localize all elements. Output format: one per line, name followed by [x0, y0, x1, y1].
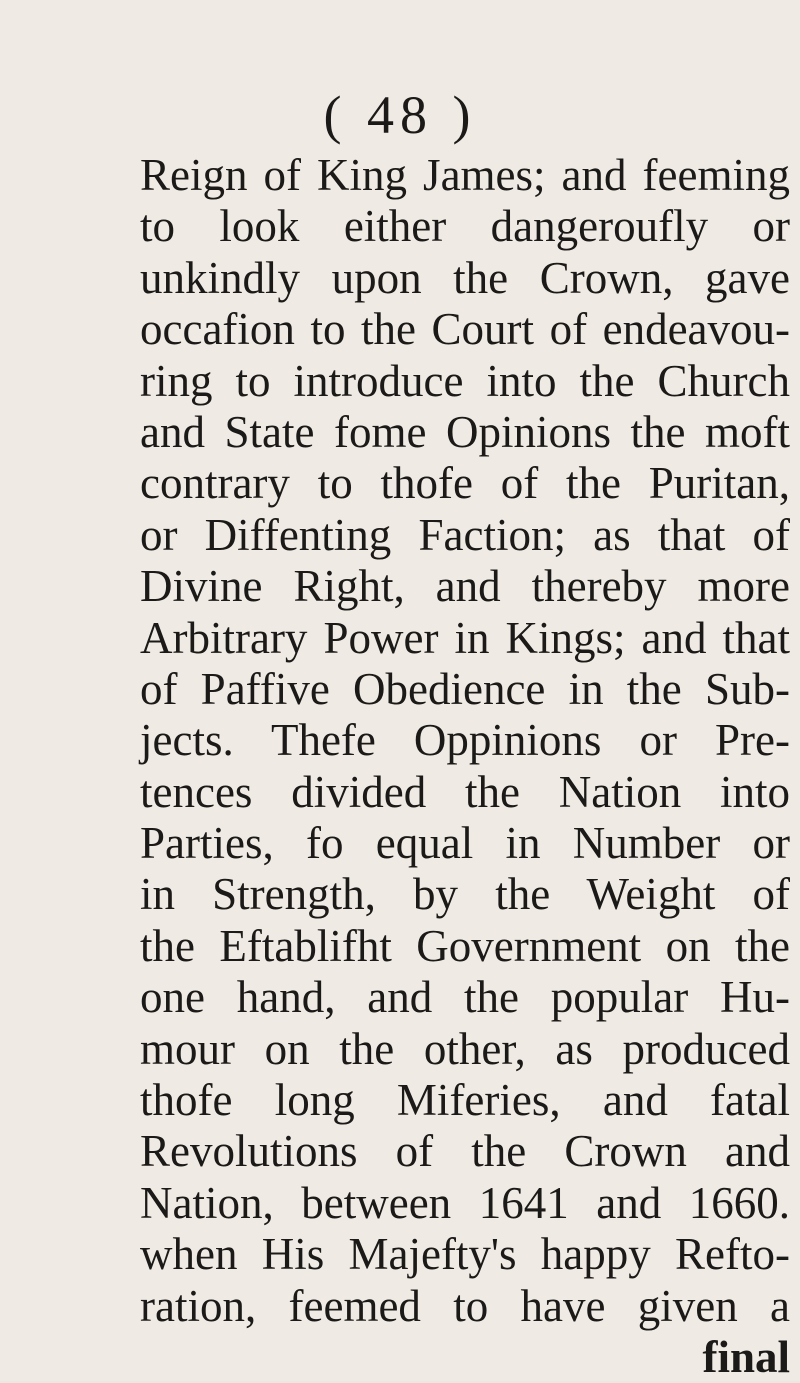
text-line: thofe long Miferies, and fatal — [140, 1075, 790, 1126]
text-line: Parties, fo equal in Number or — [140, 818, 790, 869]
text-line: to look either dangeroufly or — [140, 201, 790, 252]
text-line: when His Majefty's happy Refto- — [140, 1229, 790, 1280]
text-line: Arbitrary Power in Kings; and that — [140, 612, 790, 663]
page-number: ( 48 ) — [323, 85, 477, 145]
text-line: Divine Right, and thereby more — [140, 561, 790, 612]
text-line: Reign of King James; and feeming — [140, 150, 790, 200]
text-line: or Diffenting Faction; as that of — [140, 509, 790, 560]
text-line: one hand, and the popular Hu- — [140, 972, 790, 1023]
text-line: tences divided the Nation into — [140, 766, 790, 817]
text-line: jects. Thefe Oppinions or Pre- — [140, 715, 790, 766]
text-line: in Strength, by the Weight of — [140, 869, 790, 920]
text-line: contrary to thofe of the Puritan, — [140, 458, 790, 509]
text-line: ring to introduce into the Church — [140, 355, 790, 406]
text-line: the Eftablifht Government on the — [140, 920, 790, 971]
text-line: Revolutions of the Crown and — [140, 1126, 790, 1177]
catchword: final — [702, 1331, 790, 1382]
text-line: and State fome Opinions the moft — [140, 406, 790, 457]
text-line: ration, feemed to have given a — [140, 1280, 790, 1331]
text-line: of Paffive Obedience in the Sub- — [140, 663, 790, 714]
body-text — [140, 150, 790, 1383]
text-line: unkindly upon the Crown, gave — [140, 252, 790, 303]
text-line: Nation, between 1641 and 1660. — [140, 1177, 790, 1228]
text-line: occafion to the Court of endeavou- — [140, 304, 790, 355]
text-line: mour on the other, as produced — [140, 1023, 790, 1074]
